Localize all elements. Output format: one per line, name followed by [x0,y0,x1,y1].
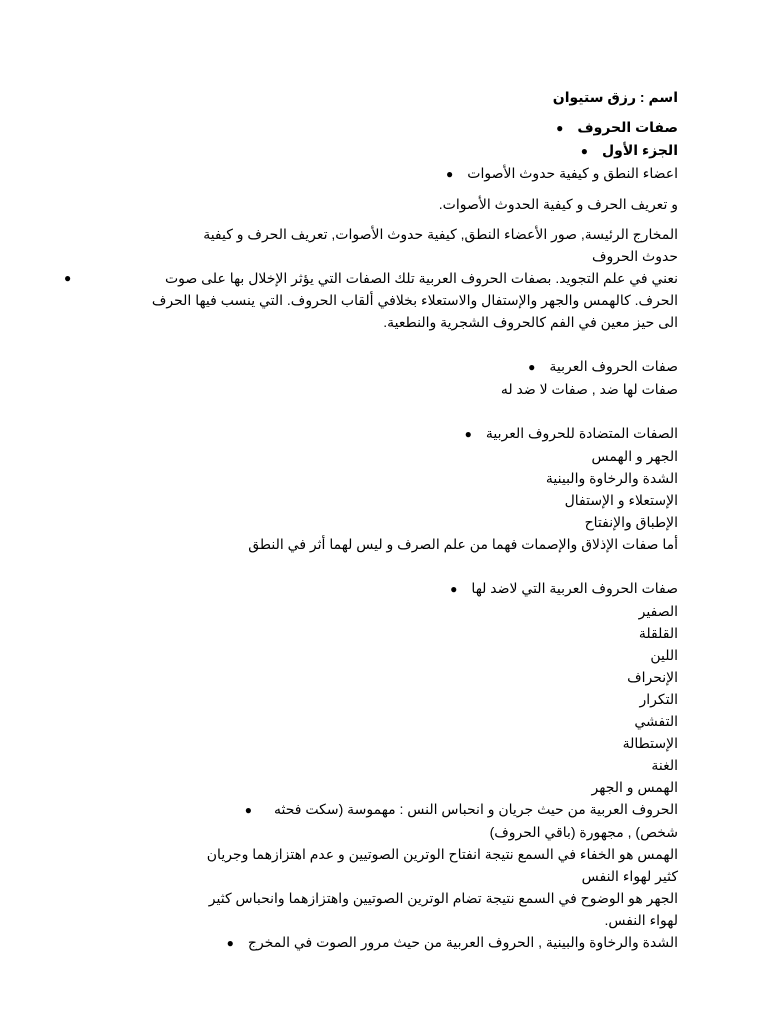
bullet-organs [98,162,678,185]
bullet-dot: ● [446,167,454,181]
para-makharij-line-2: حدوث الحروف [591,248,678,264]
para-makharij-line-1: المخارج الرئيسة, صور الأعضاء النطق, كيفية حدوث الأصوات, تعريف الحرف و كيفية [203,226,678,242]
para-hams-jahr-line-2: شخص) , مجهورة (باقي الحروف) [489,824,678,840]
bullet-organs-text: اعضاء النطق و كيفية حدوث الأصوات [467,165,678,181]
no-opposite-item: الغنة [651,757,678,773]
student-name: اسم : رزق ستيوان [552,89,678,105]
bullet-sifat-text: صفات الحروف العربية [549,358,678,374]
no-opposite-item: الإستطالة [622,735,678,751]
no-opposite-item: التكرار [639,691,678,707]
document-body [64,86,678,954]
bullet-dot: ● [580,144,589,158]
opposite-item: الشدة والرخاوة والبينية [545,470,678,486]
bullet-dot: ● [450,582,458,596]
bullet-no-opposite-text: صفات الحروف العربية التي لاضد لها [471,580,678,596]
bullet-dot: ● [244,803,253,817]
bullet-dot: ● [464,427,472,441]
idhlaq-line: أما صفات الإذلاق والإصمات فهما من علم الصرف و ليس لهما أثر في النطق [248,536,678,552]
bullet-dot: ● [64,271,72,285]
bullet-sifat [98,355,678,378]
para-hams-jahr-text: الحروف العربية من حيث جريان و انحباس النس : مهموسة (سكت فحثه [274,801,678,817]
no-opposite-item: الهمس و الجهر [591,779,678,795]
para-tajweed [64,267,678,333]
hams-def-line-2: كثير لهواء النفس [581,868,678,884]
opposite-item: الجهر و الهمس [591,448,678,464]
hams-def-line-1: الهمس هو الخفاء في السمع نتيجة انفتاح الوترين الصوتيين و عدم اهتزازهما وجريان [206,846,678,862]
opposite-item: الإستعلاء و الإستفال [564,492,678,508]
bullet-mutadadda [98,422,678,445]
bullet-mutadadda-text: الصفات المتضادة للحروف العربية [485,425,678,441]
para-tajweed-line-3: الى حيز معين في الفم كالحروف الشجرية والنطعية. [383,314,678,330]
heading-part-one [98,139,678,162]
para-hams-jahr-line-1 [98,798,678,821]
heading-part-one-text: الجزء الأول [602,142,678,158]
opposite-item: الإطباق والإنفتاح [584,514,678,530]
bullet-dot: ● [226,936,234,950]
no-opposite-item: التفشي [634,713,678,729]
no-opposite-item: اللين [650,647,678,663]
heading-sifat-text: صفات الحروف [577,119,678,135]
heading-sifat [98,116,678,139]
bullet-shidda-text: الشدة والرخاوة والبينية , الحروف العربية من حيث مرور الصوت في المخرج [247,934,678,950]
para-tajweed-line-2: الحرف. كالهمس والجهر والإستفال والاستعلاء بخلافي ألقاب الحروف. التي ينسب فيها الحرف [151,292,678,308]
para-hams-jahr [98,798,678,843]
bullet-no-opposite [98,577,678,600]
sifat-types-line: صفات لها ضد , صفات لا ضد له [500,381,678,397]
bullet-shidda [98,931,678,954]
bullet-dot: ● [528,360,536,374]
no-opposite-item: القلقلة [638,625,678,641]
para-tajweed-line-1: نعني في علم التجويد. بصفات الحروف العربية تلك الصفات التي يؤثر الإخلال بها على صوت [164,270,678,286]
no-opposite-item: الإنحراف [627,669,678,685]
bullet-dot: ● [556,121,564,135]
jahr-def-line-2: لهواء النفس. [604,912,678,928]
jahr-def-line-1: الجهر هو الوضوح في السمع نتيجة تضام الوترين الصوتيين واهتزازهما وانحباس كثير [208,890,678,906]
definition-line: و تعريف الحرف و كيفية الحدوث الأصوات. [438,196,678,212]
no-opposite-item: الصفير [638,603,678,619]
